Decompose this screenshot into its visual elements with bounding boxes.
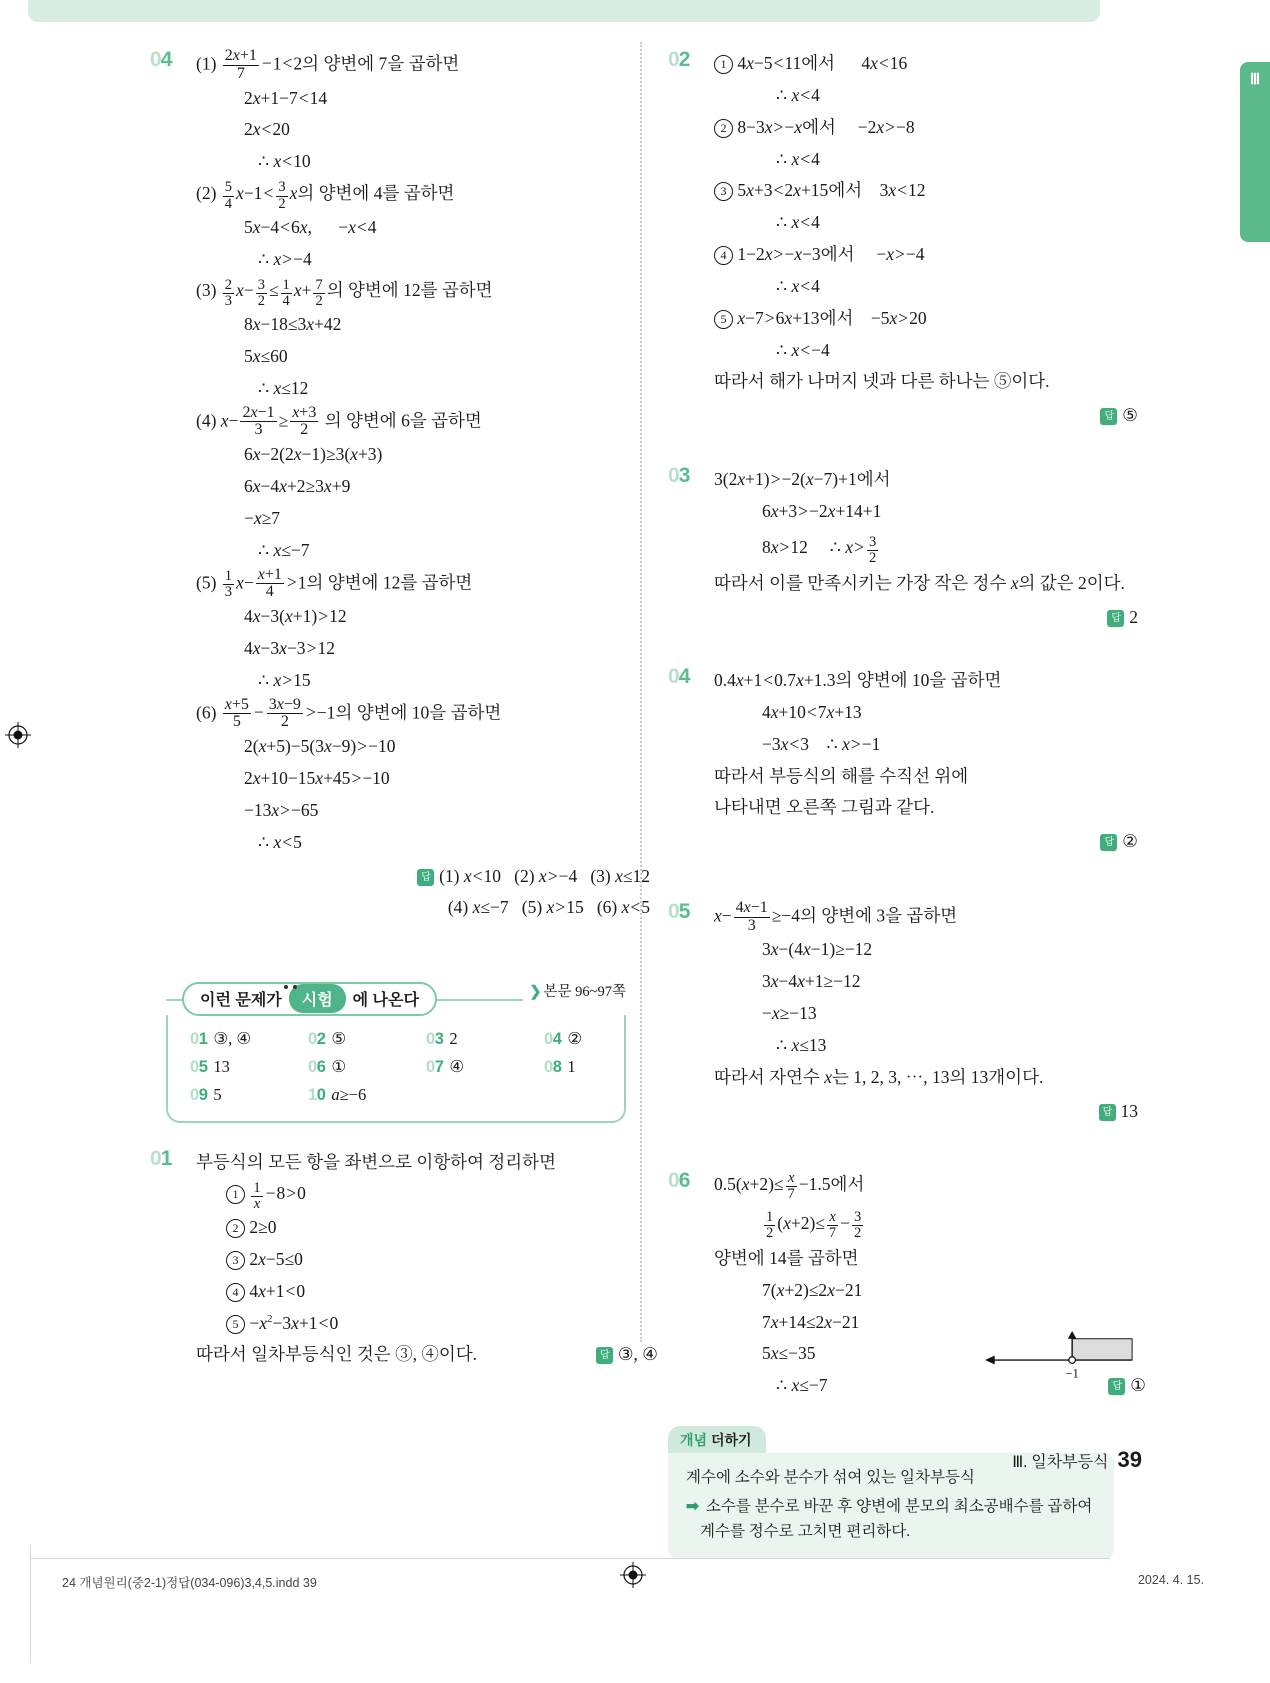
answer-value: ②: [1122, 831, 1138, 852]
solution-line: ∴ x<10: [258, 151, 311, 172]
solution-line: ∴ x≤−7: [258, 539, 310, 560]
registration-mark-bottom: [620, 1562, 646, 1588]
exam-answer-item: 07 ④: [426, 1056, 465, 1076]
solution-conclusion: 따라서 해가 나머지 넷과 다른 하나는 ⑤이다.: [714, 371, 1050, 392]
solution-line: ∴ x<4: [776, 148, 820, 169]
exam-answer-box: [166, 982, 626, 1123]
answer-icon: 답: [596, 1347, 613, 1364]
solution-line: 2x<20: [244, 119, 290, 140]
exam-answer-item: 01 ③, ④: [190, 1028, 252, 1048]
page-number: 39: [1117, 1447, 1142, 1472]
page-top-green-bar: [28, 0, 1100, 22]
solution-conclusion: 따라서 일차부등식인 것은 ③, ④이다. 답 ③, ④: [196, 1344, 658, 1365]
circled-3-icon: 3: [226, 1251, 245, 1270]
solution-line: 1 4x−5<11에서 4x<16: [714, 48, 1138, 80]
answer-icon: 답: [417, 869, 434, 886]
concept-tag-black: 더하기: [707, 1432, 752, 1449]
solution-conclusion: 따라서 부등식의 해를 수직선 위에: [714, 765, 969, 786]
answer-row: [714, 400, 1138, 432]
answer-value: ⑤: [1122, 405, 1138, 426]
solution-line: 0.4x+1<0.7x+1.3의 양변에 10을 곱하면: [714, 670, 1002, 691]
solution-line: 7(x+2)≤2x−21: [762, 1279, 863, 1300]
problem-number: 06: [668, 1169, 690, 1193]
answer-row: [714, 602, 1138, 634]
solution-line: ∴ x≤−7 답 ①: [776, 1375, 1146, 1396]
circled-4-icon: 4: [226, 1283, 245, 1302]
circled-4-icon: 4: [714, 246, 733, 265]
choice-line: 4 4x+1<0: [196, 1276, 650, 1308]
solution-line: −x≥−13: [762, 1003, 817, 1024]
exam-title-part1: 이런 문제가: [200, 992, 282, 1010]
solution-line: ∴ x<4: [776, 84, 820, 105]
solution-line: 3 5x+3<2x+15에서 3x<12: [714, 175, 1138, 207]
exam-reference: [523, 980, 626, 1001]
solution-line: 6x−4x+2≥3x+9: [244, 476, 351, 496]
chapter-footer: [1012, 1447, 1142, 1473]
number-line-tick-label: −1: [1065, 1366, 1079, 1381]
answer-icon: 답: [1108, 1378, 1125, 1395]
right-column: [668, 48, 1146, 1559]
solution-line: 5x≤−35: [762, 1343, 816, 1364]
chevron-right-icon: ❯: [529, 983, 542, 1000]
solution-line: 3x−4x+1≥−12: [762, 971, 861, 992]
solution-line: ∴ x<5: [258, 831, 302, 852]
solution-line: 7x+14≤2x−21: [762, 1311, 860, 1332]
answer-icon: 답: [1100, 408, 1117, 425]
choice-line: 3 2x−5≤0: [196, 1244, 650, 1276]
answer-value: ③, ④: [617, 1344, 658, 1365]
solution-line: −13x>−65: [244, 799, 319, 820]
solution-intro: 부등식의 모든 항을 좌변으로 이항하여 정리하면: [196, 1151, 556, 1172]
solution-line: 4x+10<7x+13: [762, 701, 862, 722]
exam-answer-item: 03 2: [426, 1028, 458, 1048]
solution-line: 8x−18≤3x+42: [244, 314, 342, 335]
solution-line: 2(x+5)−5(3x−9)>−10: [244, 736, 396, 757]
exam-answer-item: 10 a≥−6: [308, 1084, 367, 1104]
exam-answer-item: 09 5: [190, 1084, 222, 1104]
concept-tag-green: 개념: [680, 1432, 708, 1449]
chapter-label: Ⅲ. 일차부등식: [1012, 1454, 1109, 1471]
solution-line: 2x+10−15x+45>−10: [244, 768, 390, 789]
circled-2-icon: 2: [226, 1219, 245, 1238]
solution-line: ∴ x<4: [776, 212, 820, 233]
emphasis-dots-icon: [284, 976, 302, 994]
answer-value: ①: [1130, 1375, 1146, 1396]
exam-box-header: [166, 982, 626, 1016]
choice-line: $5 -x^2-3x+1<0$: [196, 1308, 650, 1340]
answer-row: 답 (1) x<10 (2) x>−4 (3) x≤12: [196, 861, 650, 893]
concept-note-line-1: 계수에 소수와 분수가 섞여 있는 일차부등식: [686, 1469, 975, 1487]
solution-conclusion: 따라서 자연수 x는 1, 2, 3, ⋯, 13의 13개이다.: [714, 1066, 1044, 1087]
problem-number: 04: [150, 48, 172, 71]
footer-spine-rule: [30, 1545, 31, 1663]
footer-file-info: 24 개념원리(중2-1)정답(034-096)3,4,5.indd 39: [62, 1576, 317, 1590]
solution-line: 5 x−7>6x+13에서 −5x>20: [714, 303, 1138, 335]
solution-line: 6x−2(2x−1)≥3(x+3): [244, 444, 383, 465]
choice-line: 2 2≥0: [196, 1212, 650, 1244]
answer-row: [714, 826, 1138, 858]
answer-row: [714, 1096, 1138, 1128]
solution-line: 2x+1−7<14: [244, 87, 328, 108]
solution-line: 5x≤60: [244, 345, 288, 366]
solution-line: 3(2x+1)>−2(x−7)+1에서: [714, 468, 891, 489]
solution-line: 8x>12 ∴ x> $\frac{3}{2}$: [762, 533, 877, 566]
problem-number: 05: [668, 899, 690, 923]
solution-line: 5x−4<6x, −x<4: [244, 216, 377, 237]
solution-line: 4x−3(x+1)>12: [244, 606, 347, 627]
exam-box-title: [182, 982, 437, 1016]
concept-note-tag: [668, 1426, 766, 1453]
problem-03-right: [668, 464, 1138, 633]
solution-line: ∴ x<4: [776, 275, 820, 296]
circled-1-icon: 1: [714, 55, 733, 74]
chapter-side-tab: [1240, 62, 1270, 242]
registration-mark-left: [5, 722, 31, 748]
exam-reference-text: 본문 96~97쪽: [543, 983, 626, 1000]
left-column: [150, 47, 658, 1377]
exam-answer-item: 08 1: [544, 1056, 576, 1076]
circled-1-icon: 1: [226, 1185, 245, 1204]
solution-line: 양변에 14를 곱하면: [714, 1247, 859, 1268]
concept-note-line-2: ➡ 소수를 분수로 바꾼 후 양변에 분모의 최소공배수를 곱하여 계수를 정수로 고치면 편리하다.: [686, 1498, 1093, 1541]
exam-answer-grid: [190, 1029, 624, 1105]
solution-line: 4x−3x−3>12: [244, 637, 335, 658]
arrow-right-icon: ➡: [686, 1498, 699, 1516]
solution-line: (5) $\frac{1}{3}$ x− $\frac{x+1}{4}$ >1의 양변에 12를 곱하면: [196, 565, 473, 601]
choice-line: 1 $\frac{1}{x}$ −8>0: [196, 1178, 650, 1212]
answer-value: 2: [1129, 606, 1138, 627]
problem-06-right: [668, 1169, 1146, 1402]
solution-line: (2) $\frac{5}{4}$ x−1< $\frac{3}{2}$ x의 양변에 4를 곱하면: [196, 179, 455, 212]
problem-number: 03: [668, 463, 690, 487]
solution-line: (1) $\frac{2x+1}{7}$ −1<2의 양변에 7을 곱하면: [196, 47, 460, 82]
solution-line: −x≥7: [244, 507, 281, 528]
solution-line: ∴ x<−4: [776, 339, 830, 360]
solution-line: −3x<3 ∴ x>−1: [762, 733, 881, 754]
problem-02-right: [668, 48, 1138, 432]
solution-conclusion: 따라서 이를 만족시키는 가장 작은 정수 x의 값은 2이다.: [714, 572, 1125, 593]
answer-value: 13: [1120, 1100, 1138, 1121]
problem-05-right: [668, 900, 1138, 1127]
exam-answer-item: 02 ⑤: [308, 1028, 347, 1048]
circled-5-icon: 5: [714, 310, 733, 329]
problem-04-left: [150, 48, 650, 924]
problem-number: 02: [668, 48, 690, 71]
circled-3-icon: 3: [714, 182, 733, 201]
solution-line: 0.5(x+2)≤ $\frac{x}{7}$ −1.5에서: [714, 1170, 865, 1203]
solution-line: 4 1−2x>−x−3에서 −x>−4: [714, 239, 1138, 271]
exam-answer-item: 04 ②: [544, 1028, 583, 1048]
problem-number: 01: [150, 1146, 172, 1170]
circled-5-icon: 5: [226, 1315, 245, 1334]
footer-rule: [30, 1558, 1110, 1559]
answer-row: (4) x≤−7 (5) x>15 (6) x<5: [447, 897, 650, 918]
solution-line: $\frac{1}{2}$ (x+2)≤ $\frac{x}{7}$ − $\frac{3}{2}$: [766, 1208, 862, 1242]
solution-line: 2 8−3x>−x에서 −2x>−8: [714, 112, 1138, 144]
answer-icon: 답: [1107, 610, 1124, 627]
exam-answer-item: 06 ①: [308, 1056, 347, 1076]
solution-line: ∴ x>−4: [258, 248, 312, 269]
solution-line: (6) $\frac{x+5}{5}$ − $\frac{3x-9}{2}$ >−1의 양변에 10을 곱하면: [196, 695, 502, 731]
circled-2-icon: 2: [714, 119, 733, 138]
answer-icon: 답: [1099, 1104, 1116, 1121]
solution-line: (3) $\frac{2}{3}$ x− $\frac{3}{2}$ ≤ $\frac{1}{4}$ x+ $\frac{7}{2}$ 의 양변에 12를 곱하면: [196, 276, 493, 309]
solution-line: ∴ x>15: [258, 669, 311, 690]
exam-answer-item: 05 13: [190, 1056, 230, 1076]
exam-title-part2: 에 나온다: [352, 992, 419, 1010]
solution-line: 6x+3>−2x+14+1: [762, 500, 882, 521]
problem-01-left: [150, 1146, 658, 1372]
solution-line: ∴ x≤12: [258, 377, 309, 398]
problem-number: 04: [668, 665, 690, 689]
footer-date: 2024. 4. 15.: [1137, 1573, 1204, 1587]
solution-line: 3x−(4x−1)≥−12: [762, 939, 873, 960]
exam-title-chip: 시험: [289, 984, 346, 1013]
side-tab-label: Ⅲ: [1249, 72, 1261, 88]
solution-conclusion: 나타내면 오른쪽 그림과 같다.: [714, 797, 935, 818]
solution-line: ∴ x≤13: [776, 1034, 827, 1055]
solution-line: (4) x− $\frac{2x-1}{3}$ ≥ $\frac{x+3}{2}$ 의 양변에 6을 곱하면: [196, 403, 482, 439]
answer-icon: 답: [1100, 834, 1117, 851]
solution-line: x− $\frac{4x-1}{3}$ ≥−4의 양변에 3을 곱하면: [714, 898, 958, 934]
